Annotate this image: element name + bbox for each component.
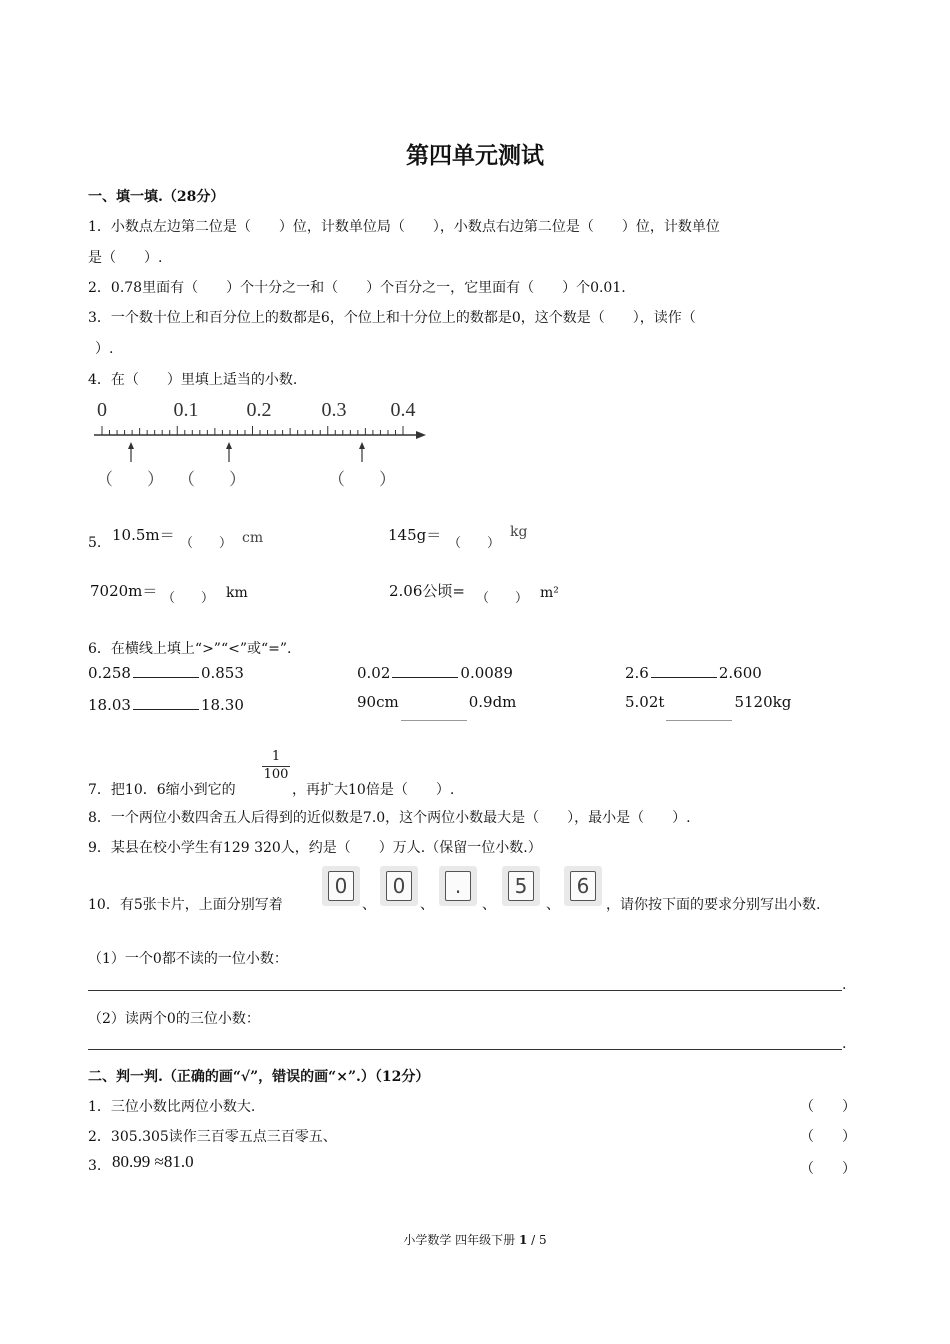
judge-item-1: 1．三位小数比两位小数大. [88, 1099, 256, 1115]
card-2-digit: 0 [386, 871, 412, 901]
tick-label-3: 0.3 [321, 399, 347, 421]
q5-a-expr: 10.5m＝ [112, 526, 175, 544]
q7-after: ，再扩大10倍是（ ）. [292, 782, 455, 798]
q6-item-3-left: 2.6 [625, 664, 649, 682]
section-2-heading: 二、判一判.（正确的画“√”，错误的画“×”.）（12分） [88, 1069, 430, 1085]
q7-fraction-numerator: 1 [271, 749, 281, 764]
q5-c-expr: 7020m＝ [90, 582, 158, 600]
card-5-digit: 6 [570, 871, 596, 901]
tick-label-0: 0 [97, 399, 107, 421]
q10-sep-1: 、 [362, 897, 376, 913]
tick-label-2: 0.2 [246, 399, 272, 421]
q4-text: 4．在（ ）里填上适当的小数. [88, 372, 298, 388]
q10-sep-2: 、 [420, 897, 434, 913]
number-line-figure [90, 392, 435, 497]
footer-page-number: 1 [518, 1233, 528, 1247]
answer-blank-1: （ ） [96, 470, 164, 489]
q5-a-blank: （ ） [180, 536, 233, 551]
section-1-heading: 一、填一填.（28分） [88, 189, 225, 205]
q6-item-5-blank[interactable] [401, 719, 467, 721]
page-title: 第四单元测试 [406, 142, 544, 169]
q6-item-6 [625, 693, 791, 711]
q5-b-unit: kg [510, 524, 528, 540]
q6-item-1 [88, 664, 244, 682]
card-1 [322, 866, 360, 906]
q10-before: 10．有5张卡片，上面分别写着 [88, 897, 283, 913]
q6-item-4 [88, 696, 244, 714]
answer-blank-2: （ ） [178, 470, 246, 489]
answer-blank-3: （ ） [328, 470, 396, 489]
card-3-digit: . [445, 871, 471, 901]
page-footer [0, 1231, 950, 1248]
q10-sub-2: （2）读两个0的三位小数： [88, 1011, 260, 1027]
q5-d-blank: （ ） [476, 591, 529, 606]
answer-line-1-dot: . [842, 977, 847, 993]
q6-item-2 [357, 664, 513, 682]
card-5 [564, 866, 602, 906]
card-3 [439, 866, 477, 906]
q6-item-2-blank[interactable] [392, 676, 458, 678]
q2-text: 2．0.78里面有（ ）个十分之一和（ ）个百分之一，它里面有（ ）个0.01. [88, 280, 626, 296]
card-4 [502, 866, 540, 906]
card-4-digit: 5 [508, 871, 534, 901]
q1-line-1: 1．小数点左边第二位是（ ）位，计数单位局（ ），小数点右边第二位是（ ）位，计数单位 [88, 219, 720, 235]
q6-item-2-right: 0.0089 [460, 664, 513, 682]
q6-item-2-left: 0.02 [357, 664, 391, 682]
q5-number: 5. [88, 535, 102, 551]
judge-item-2: 2．305.305读作三百零五点三百零五、 [88, 1129, 337, 1145]
q6-item-1-right: 0.853 [200, 664, 244, 682]
q6-prompt: 6．在横线上填上“>”“<”或“=”. [88, 641, 292, 657]
q7-before: 7．把10．6缩小到它的 [88, 782, 236, 798]
tick-label-4: 0.4 [390, 399, 416, 421]
q6-item-1-blank[interactable] [133, 676, 199, 678]
pointer-arrow-2-head [226, 442, 232, 449]
q5-c-unit: km [226, 585, 248, 601]
q6-item-5 [357, 693, 516, 711]
q6-item-6-blank[interactable] [666, 719, 732, 721]
card-1-digit: 0 [328, 871, 354, 901]
q5-d-unit: m² [540, 585, 559, 601]
judge-item-3-mark[interactable]: （ ） [800, 1161, 856, 1177]
q6-item-5-left: 90cm [357, 693, 399, 711]
q9-text: 9．某县在校小学生有129 320人，约是（ ）万人.（保留一位小数.） [88, 840, 542, 856]
q7-fraction [262, 749, 290, 782]
q3-line-2: ）. [95, 341, 114, 357]
judge-item-3-expr: 80.99 ≈81.0 [112, 1152, 194, 1171]
answer-line-2-dot: . [842, 1036, 847, 1052]
q5-c-blank: （ ） [162, 591, 215, 606]
q6-item-5-right: 0.9dm [468, 693, 517, 711]
q10-after: ，请你按下面的要求分别写出小数. [606, 897, 821, 913]
q6-item-1-left: 0.258 [88, 664, 131, 682]
footer-page-total: / 5 [531, 1233, 547, 1247]
q6-item-4-right: 18.30 [200, 696, 244, 714]
axis-arrow-head [416, 431, 426, 439]
footer-label: 小学数学 四年级下册 [403, 1233, 516, 1247]
pointer-arrow-1-head [128, 442, 134, 449]
card-2 [380, 866, 418, 906]
tick-label-1: 0.1 [173, 399, 199, 421]
judge-item-3-number: 3. [88, 1158, 102, 1174]
q5-d-expr: 2.06公顷= [389, 582, 465, 600]
q6-item-3 [625, 664, 762, 682]
q6-item-6-right: 5120kg [734, 693, 792, 711]
minor-ticks [102, 426, 403, 435]
q6-item-3-blank[interactable] [651, 676, 717, 678]
q3-line-1: 3．一个数十位上和百分位上的数都是6，个位上和十分位上的数都是0，这个数是（ ），读作（ [88, 310, 696, 326]
answer-line-2[interactable] [88, 1049, 842, 1050]
judge-item-1-mark[interactable]: （ ） [800, 1099, 856, 1115]
q1-line-2: 是（ ）. [88, 250, 163, 266]
q10-sep-4: 、 [546, 897, 560, 913]
q6-item-3-right: 2.600 [718, 664, 762, 682]
answer-line-1[interactable] [88, 990, 842, 991]
q5-a-unit: cm [242, 530, 264, 546]
q6-item-6-left: 5.02t [625, 693, 665, 711]
q10-sub-1: （1）一个0都不读的一位小数： [88, 951, 288, 967]
q8-text: 8．一个两位小数四舍五人后得到的近似数是7.0，这个两位小数最大是（ ），最小是（ ）. [88, 810, 691, 826]
q6-item-4-left: 18.03 [88, 696, 131, 714]
q10-sep-3: 、 [482, 897, 496, 913]
q5-b-expr: 145g＝ [388, 526, 442, 544]
judge-item-2-mark[interactable]: （ ） [800, 1129, 856, 1145]
q7-fraction-denominator: 100 [263, 767, 289, 782]
pointer-arrow-3-head [359, 442, 365, 449]
q5-b-blank: （ ） [448, 536, 501, 551]
q6-item-4-blank[interactable] [133, 708, 199, 710]
